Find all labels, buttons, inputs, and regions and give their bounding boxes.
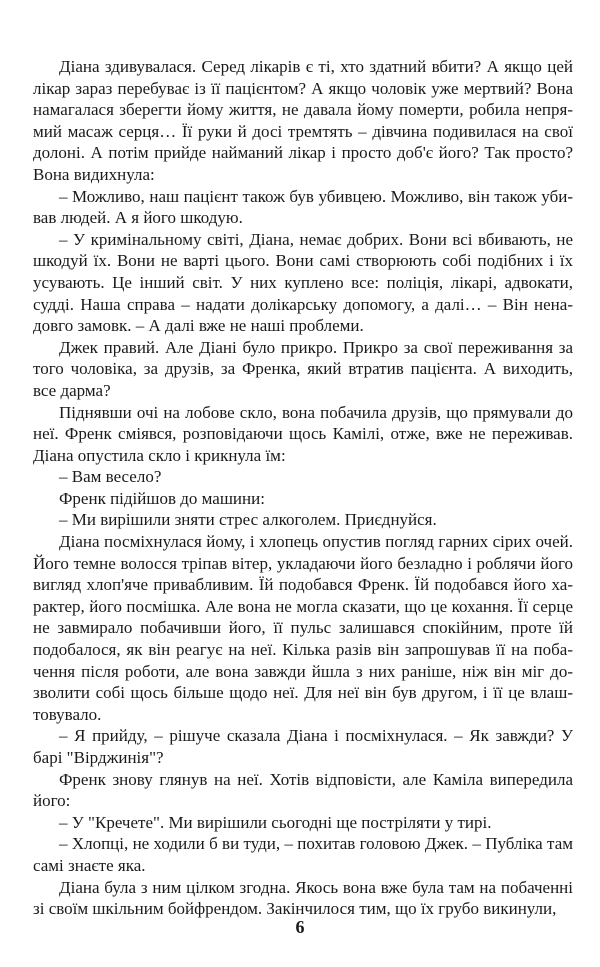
paragraph: – Я прийду, – рішуче сказала Діана і посміхнулася. – Як завжди? У барі "Вірджинія"? bbox=[33, 726, 573, 767]
paragraph: Діана посміхнулася йому, і хлопець опустив погляд гарних сірих очей. Його темне волосся тріпав вітер, укладаючи його безладно і роблячи його вигляд хлоп'яче привабливим. Їй подобався Френк. Їй подобався його характер, його посмішка. Але вона не могла сказати, що це кохання. Її серце не завмирало побачивши його, її пульс залишався спокійним, проте їй подобалося, як він реагує на неї. Кілька разів він запрошував її на побачення після роботи, але вона завжди йшла з них раніше, ніж він міг дозволити собі щось більше щодо неї. Для неї він був другом, і її це влаштовувало. bbox=[33, 532, 573, 724]
paragraph: – Ми вирішили зняти стрес алкоголем. Приєднуйся. bbox=[59, 510, 437, 530]
paragraph: Діана здивувалася. Серед лікарів є ті, хто здатний вбити? А якщо цей лікар зараз перебуває із її пацієнтом? А якщо чоловік уже мертвий? Вона намагалася зберегти йому життя, не давала йому померти, робила непрямий масаж серця… Її руки й досі тремтять – дівчина подивилася на свої долоні. А потім прийде найманий лікар і просто доб'є його? Так просто? Вона видихнула: bbox=[33, 57, 573, 184]
paragraph: Френк знову глянув на неї. Хотів відповісти, але Каміла випередила його: bbox=[33, 769, 573, 811]
paragraph: – У кримінальному світі, Діана, немає добрих. Вони всі вбивають, не шкодуй їх. Вони не варті цього. Вони самі створюють собі подібних і їх усувають. Це інший світ. У них куплено все: поліція, лікарі, адвокати, судді. Наша справа – надати долікарську допомогу, а далі… – Він ненадовго замовк. – А далі вже не наші проблеми. bbox=[33, 229, 573, 336]
paragraph: – Вам весело? bbox=[59, 467, 162, 487]
paragraph: Джек правий. Але Діані було прикро. Прикро за свої переживання за того чоловіка, за друзів, за Френка, який втратив пацієнта. А виходить, все дарма? bbox=[33, 337, 573, 400]
paragraph: – Можливо, наш пацієнт також був убивцею. Можливо, він також убивав людей. А я його шкодую. bbox=[33, 186, 573, 228]
paragraph: Піднявши очі на лобове скло, вона побачила друзів, що прямували до неї. Френк сміявся, розповідаючи щось Камілі, отже, вже не переживав. Діана опустила скло і крикнула їм: bbox=[33, 402, 573, 465]
paragraph: Френк підійшов до машини: bbox=[59, 488, 265, 508]
page-number: 6 bbox=[295, 917, 305, 937]
paragraph: – Хлопці, не ходили б ви туди, – похитав головою Джек. – Публіка там самі знаєте яка. bbox=[33, 834, 573, 875]
paragraph: Діана була з ним цілком згодна. Якось вона вже була там на побаченні зі своїм шкільним бойфрендом. Закінчилося тим, що їх грубо викинули, bbox=[33, 877, 573, 919]
page-body bbox=[33, 56, 573, 920]
paragraph: – У "Кречете". Ми вирішили сьогодні ще постріляти у тирі. bbox=[59, 812, 492, 832]
